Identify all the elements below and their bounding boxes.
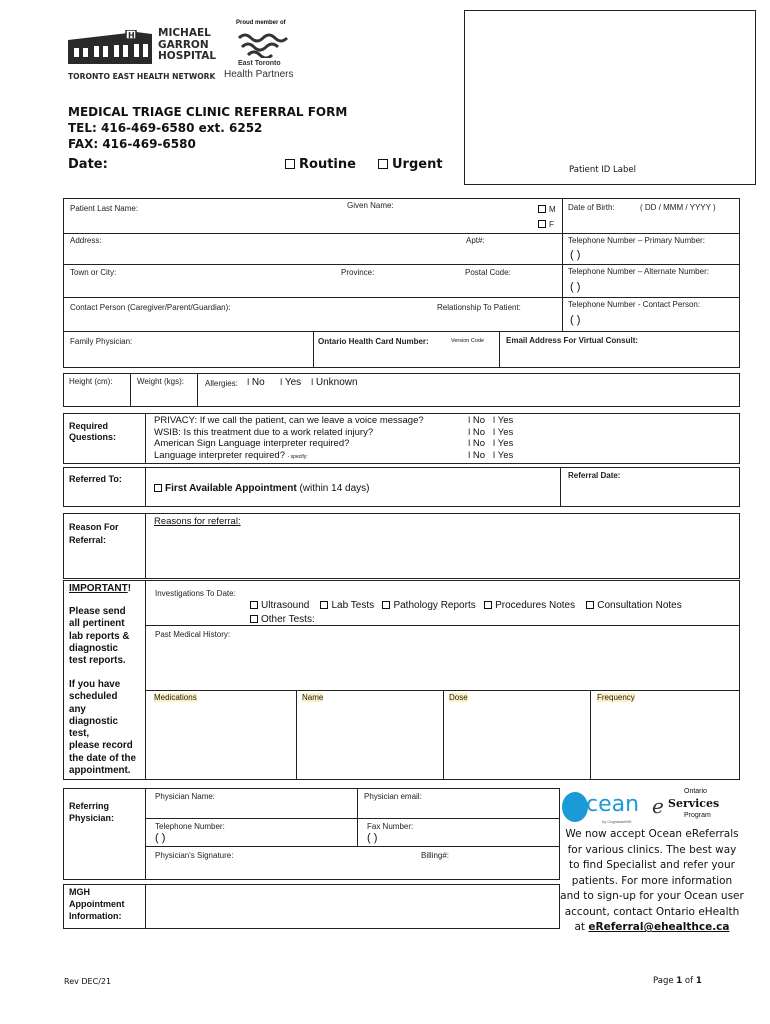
past-history-label: Past Medical History:: [155, 630, 231, 639]
ocean-by: by CognisantMD: [602, 819, 632, 824]
sex-m-option[interactable]: M: [538, 205, 556, 214]
answer-row-1[interactable]: ǀ No ǀ Yes: [468, 415, 514, 426]
question-asl: American Sign Language interpreter required?: [154, 438, 350, 449]
hospital-logo: [66, 26, 216, 86]
dob-format: ( DD / MMM / YYYY ): [640, 203, 716, 212]
mgh-line-2: Appointment: [69, 899, 125, 909]
phone-primary-paren: ( ): [570, 249, 581, 261]
form-title: MEDICAL TRIAGE CLINIC REFERRAL FORM: [68, 105, 348, 119]
phone-contact-label: Telephone Number - Contact Person:: [568, 300, 701, 309]
version-code-label: Version Code: [451, 338, 485, 344]
question-privacy: PRIVACY: If we call the patient, can we leave a voice message?: [154, 415, 424, 426]
patient-id-label: Patient ID Label: [569, 165, 636, 175]
ocean-panel: cean by CognisantMD Ontario e Services Program We now accept Ocean eReferrals for various clinics. The best way to find Specialist and refer your patients. For more information and to sign-up for your Ocean user account, contact Ontario eHealth at eReferral@ehealthce.ca: [558, 784, 758, 934]
important-line: lab reports &: [69, 630, 130, 642]
routine-checkbox[interactable]: [285, 159, 295, 169]
lab-tests-option[interactable]: Lab Tests: [320, 600, 374, 611]
ocean-text-line: We now accept Ocean eReferrals: [565, 828, 739, 840]
physician-section: [63, 788, 560, 880]
sex-f-option[interactable]: F: [538, 220, 554, 229]
date-label: Date:: [68, 157, 108, 172]
eservices-services: Services: [668, 797, 720, 810]
height-label: Height (cm):: [69, 377, 113, 386]
question-language: Language interpreter required? - specify:: [154, 449, 308, 461]
first-available-option[interactable]: First Available Appointment (within 14 days): [154, 483, 370, 494]
important-line: test reports.: [69, 655, 126, 667]
ocean-o-icon: [562, 792, 588, 822]
physician-name-label: Physician Name:: [155, 792, 216, 801]
important-line: diagnostic: [69, 642, 118, 654]
svg-text:H: H: [128, 31, 135, 40]
ocean-text-line: to find Specialist and refer your: [569, 859, 735, 871]
revision-label: Rev DEC/21: [64, 977, 112, 986]
allergies-label: Allergies:: [205, 379, 238, 388]
weight-label: Weight (kgs):: [137, 377, 184, 386]
reason-label-1: Reason For: [69, 522, 119, 532]
eservices-program: Program: [684, 812, 711, 819]
family-physician-label: Family Physician:: [70, 337, 133, 346]
phone-contact-paren: ( ): [570, 314, 581, 326]
procedures-option[interactable]: Procedures Notes: [484, 600, 575, 611]
reasons-for-referral: Reasons for referral:: [154, 516, 241, 527]
frequency-header: Frequency: [597, 693, 635, 702]
network-name: TORONTO EAST HEALTH NETWORK: [68, 72, 216, 81]
phone-alt-paren: ( ): [570, 281, 581, 293]
city-label: Town or City:: [70, 268, 117, 277]
consultation-option[interactable]: Consultation Notes: [586, 600, 682, 611]
province-label: Province:: [341, 268, 375, 277]
partner-logo: [222, 20, 312, 84]
allergy-yes[interactable]: ǀ Yes: [280, 377, 302, 388]
eservices-ontario: Ontario: [684, 788, 707, 795]
first-available-checkbox[interactable]: [154, 484, 162, 492]
address-label: Address:: [70, 236, 102, 245]
pathology-option[interactable]: Pathology Reports: [382, 600, 475, 611]
sex-f-checkbox[interactable]: [538, 220, 546, 228]
postal-label: Postal Code:: [465, 268, 511, 277]
physician-signature-label: Physician's Signature:: [155, 851, 234, 860]
given-name-label: Given Name:: [347, 201, 394, 210]
ocean-text-line: and to sign-up for your Ocean user: [560, 890, 744, 902]
contact-label: Contact Person (Caregiver/Parent/Guardian):: [70, 303, 231, 312]
important-line: Please send: [69, 606, 126, 617]
eservices-e-icon: e: [652, 794, 664, 818]
partner-line2: Health Partners: [224, 69, 294, 80]
physician-phone-label: Telephone Number:: [155, 822, 225, 831]
medications-header: Medications: [154, 693, 197, 702]
relationship-label: Relationship To Patient:: [437, 303, 521, 312]
allergy-no[interactable]: ǀ No: [247, 377, 265, 388]
reason-label-2: Referral:: [69, 535, 107, 545]
routine-option[interactable]: [285, 157, 356, 173]
physician-fax-paren: ( ): [367, 832, 378, 844]
important-line: any: [69, 703, 86, 715]
phone-primary-label: Telephone Number – Primary Number:: [568, 236, 705, 245]
urgent-option[interactable]: [378, 157, 443, 173]
investigations-label: Investigations To Date:: [155, 589, 236, 598]
important-line: diagnostic: [69, 715, 118, 727]
dob-label: Date of Birth:: [568, 203, 615, 212]
health-card-label: Ontario Health Card Number:: [318, 337, 429, 346]
apt-label: Apt#:: [466, 236, 485, 245]
important-line: please record: [69, 740, 133, 752]
people-icon: [234, 30, 294, 58]
eservices-logo: [650, 788, 740, 824]
important-line: appointment.: [69, 765, 131, 777]
hospital-name-3: HOSPITAL: [158, 50, 217, 62]
email-virtual-label: Email Address For Virtual Consult:: [506, 336, 639, 345]
ultrasound-option[interactable]: Ultrasound: [250, 600, 309, 611]
physician-email-label: Physician email:: [364, 792, 422, 801]
ocean-text-line: for various clinics. The best way: [567, 843, 737, 856]
answer-row-2[interactable]: ǀ No ǀ Yes: [468, 426, 514, 438]
important-line: all pertinent: [69, 618, 125, 630]
fax-number: FAX: 416-469-6580: [68, 137, 196, 151]
important-line: the date of the: [69, 752, 136, 764]
required-label-1: Required: [69, 421, 109, 431]
physician-fax-label: Fax Number:: [367, 822, 414, 831]
name-header: Name: [302, 693, 324, 702]
tel-number: TEL: 416-469-6580 ext. 6252: [68, 121, 263, 135]
mgh-section: [63, 884, 560, 929]
hospital-name-1: MICHAEL: [158, 27, 211, 39]
ocean-email-link[interactable]: eReferral@ehealthce.ca: [588, 921, 730, 933]
important-line: test,: [69, 728, 90, 740]
phone-alt-label: Telephone Number – Alternate Number:: [568, 267, 709, 276]
physician-phone-paren: ( ): [155, 832, 166, 844]
dose-header: Dose: [449, 693, 468, 702]
physician-label-2: Physician:: [69, 813, 115, 823]
question-wsib: WSIB: Is this treatment due to a work related injury?: [154, 426, 374, 438]
mgh-line-1: MGH: [69, 887, 90, 897]
other-tests-option[interactable]: Other Tests:: [250, 614, 315, 625]
important-line: If you have: [69, 679, 121, 690]
answer-row-3[interactable]: ǀ No ǀ Yes: [468, 438, 514, 449]
last-name-label: Patient Last Name:: [70, 204, 139, 213]
routine-label: Routine: [299, 157, 356, 172]
billing-label: Billing#:: [421, 851, 450, 860]
hospital-building-icon: [66, 30, 154, 64]
important-line: scheduled: [69, 691, 118, 703]
patient-id-box: [464, 10, 756, 185]
ocean-logo-text: cean: [586, 792, 640, 817]
required-label-2: Questions:: [69, 432, 117, 442]
urgent-label: Urgent: [392, 157, 443, 172]
hospital-name-2: GARRON: [158, 38, 209, 51]
page-number: Page 1 of 1: [653, 976, 702, 986]
partner-top: Proud member of: [236, 20, 286, 26]
allergy-unknown[interactable]: ǀ Unknown: [311, 377, 358, 388]
referred-to-label: Referred To:: [69, 474, 122, 484]
ocean-text-line: account, contact Ontario eHealth: [564, 905, 740, 918]
sex-m-checkbox[interactable]: [538, 205, 546, 213]
important-title: IMPORTANT: [69, 583, 128, 594]
ocean-text-line: patients. For more information: [571, 874, 733, 887]
urgent-checkbox[interactable]: [378, 159, 388, 169]
referral-date-label: Referral Date:: [568, 471, 621, 480]
mgh-line-3: Information:: [69, 911, 122, 921]
ocean-logo: [562, 788, 642, 828]
partner-line1: East Toronto: [238, 60, 281, 67]
answer-row-4[interactable]: ǀ No ǀ Yes: [468, 449, 514, 461]
physician-label-1: Referring: [69, 801, 110, 811]
